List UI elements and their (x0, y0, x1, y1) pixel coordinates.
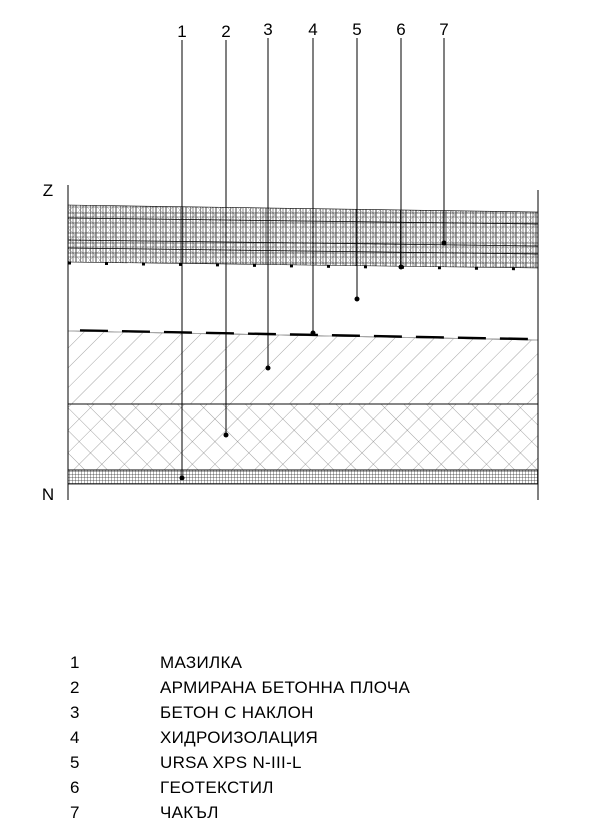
legend-number: 3 (70, 703, 80, 722)
leader-dot-4 (311, 331, 316, 336)
legend-number: 4 (70, 728, 80, 747)
callout-number: 2 (221, 22, 231, 41)
reinforced-concrete-slab-layer (68, 404, 538, 470)
xps-insulation-layer (68, 262, 538, 338)
gravel-layer (68, 205, 538, 268)
legend-number: 7 (70, 803, 80, 822)
callout-number: 5 (352, 20, 362, 39)
callout-number: 6 (396, 20, 406, 39)
legend-item (0, 752, 615, 774)
legend-item (0, 727, 615, 749)
legend-text: ГЕОТЕКСТИЛ (160, 778, 274, 797)
leader-dot-1 (180, 476, 185, 481)
legend-item (0, 777, 615, 799)
callout-number: 3 (263, 20, 273, 39)
sloped-concrete-layer (68, 331, 538, 404)
legend-number: 6 (70, 778, 80, 797)
callout-number: 1 (177, 22, 187, 41)
leader-dot-3 (266, 366, 271, 371)
legend-text: МАЗИЛКА (160, 653, 243, 672)
leader-dot-6 (399, 265, 404, 270)
legend-text: БЕТОН С НАКЛОН (160, 703, 314, 722)
legend-item (0, 702, 615, 724)
legend-text: ХИДРОИЗОЛАЦИЯ (160, 728, 319, 747)
legend-text: ЧАКЪЛ (160, 803, 219, 822)
legend-number: 1 (70, 653, 80, 672)
leader-dot-5 (355, 297, 360, 302)
leader-dot-7 (442, 241, 447, 246)
legend-text: URSA XPS N-III-L (160, 753, 302, 772)
legend-text: АРМИРАНА БЕТОННА ПЛОЧА (160, 678, 411, 697)
axis-label-top: Z (42, 181, 54, 200)
callout-number: 4 (308, 20, 318, 39)
legend-number: 5 (70, 753, 80, 772)
callout-number: 7 (439, 20, 449, 39)
axis-label-bottom: N (41, 485, 55, 504)
legend-item (0, 652, 615, 674)
plaster-layer (68, 470, 538, 484)
leader-dot-2 (224, 433, 229, 438)
legend-item (0, 802, 615, 824)
legend-item (0, 677, 615, 699)
legend-number: 2 (70, 678, 80, 697)
